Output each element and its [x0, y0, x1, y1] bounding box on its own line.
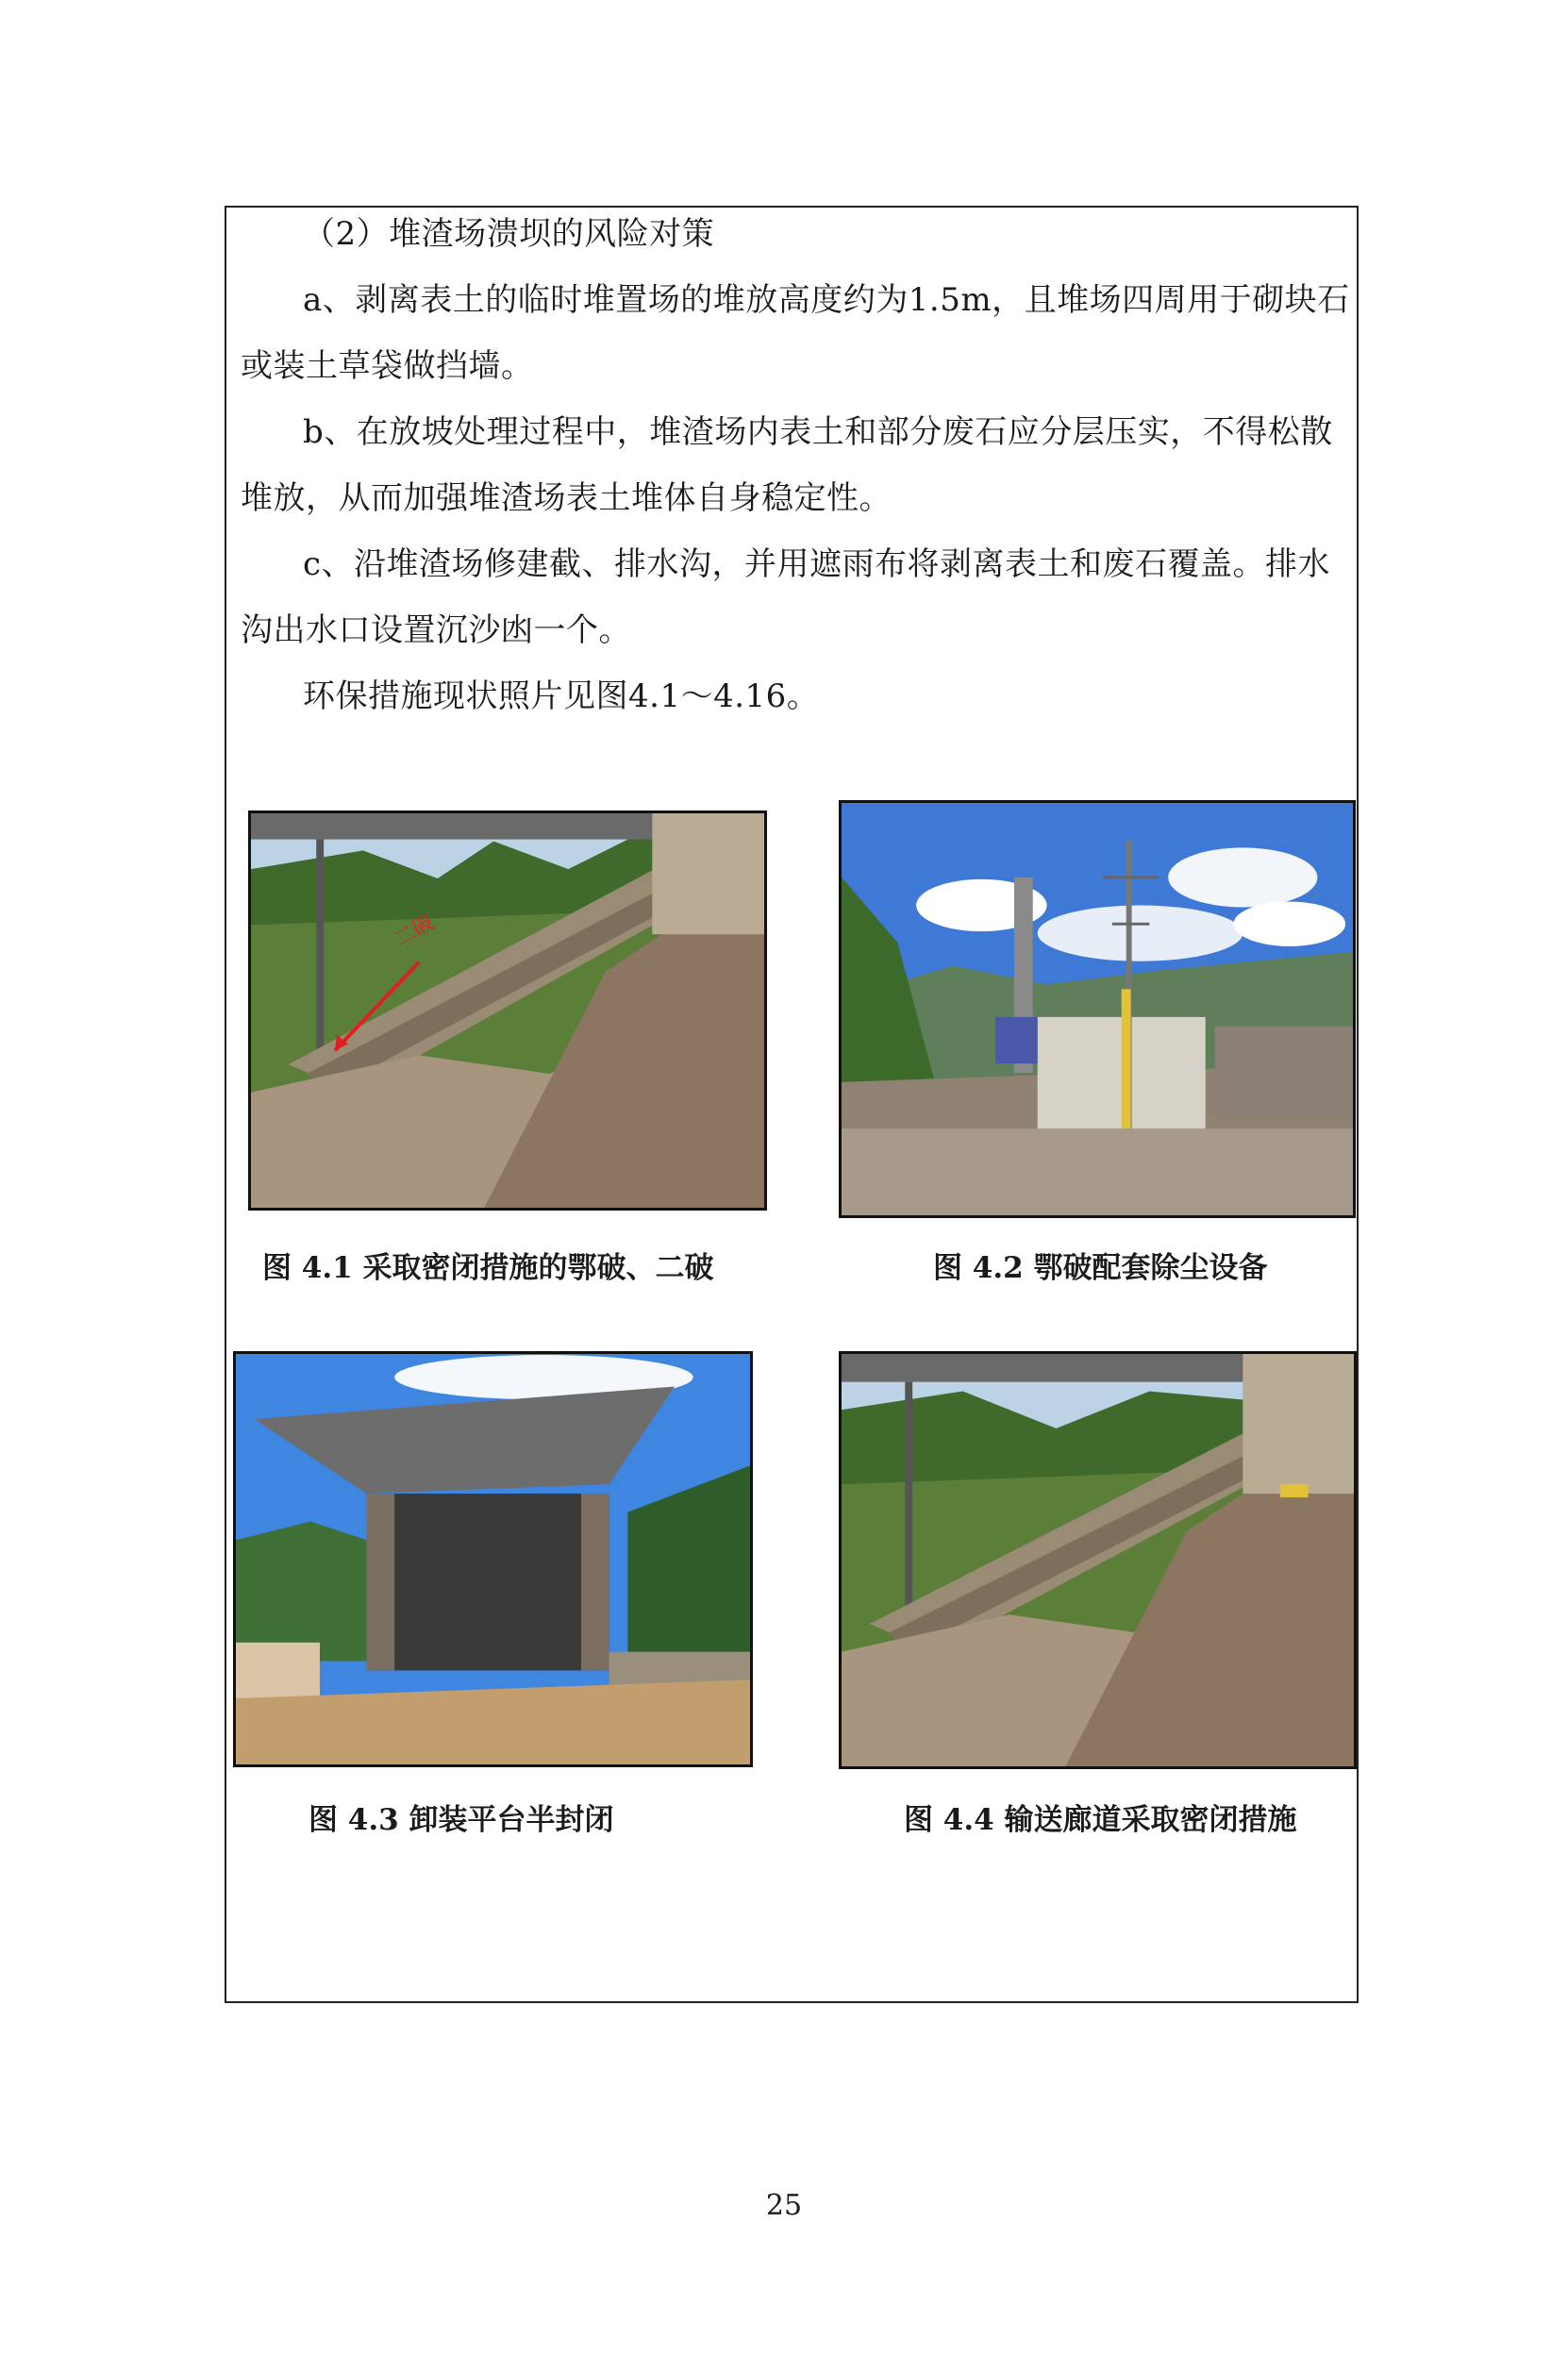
paragraph-b: b、在放坡处理过程中，堆渣场内表土和部分废石应分层压实，不得松散堆放，从而加强堆渣场表土堆体自身稳定性。 [241, 413, 1333, 517]
page-number: 25 [765, 2189, 803, 2222]
photo-conveyor-gallery [839, 1351, 1357, 1769]
figure-caption-4-3: 图 4.3 卸装平台半封闭 [309, 1803, 614, 1837]
photo-dust-removal-equipment [839, 800, 1356, 1218]
figure-caption-4-1: 图 4.1 采取密闭措施的鄂破、二破 [262, 1251, 714, 1285]
photo-annotation-label: 二破 [390, 911, 439, 953]
photo-loading-platform [233, 1351, 753, 1767]
paragraph-c: c、沿堆渣场修建截、排水沟，并用遮雨布将剥离表土和废石覆盖。排水沟出水口设置沉沙凼一个。 [241, 545, 1331, 649]
photo-crusher-enclosed [248, 810, 767, 1211]
figure-caption-4-4: 图 4.4 输送廊道采取密闭措施 [904, 1803, 1297, 1837]
paragraph-a: a、剥离表土的临时堆置场的堆放高度约为1.5m，且堆场四周用于砌块石或装土草袋做挡墙。 [241, 281, 1350, 385]
paragraph-photo-reference: 环保措施现状照片见图4.1～4.16。 [303, 677, 820, 715]
figure-caption-4-2: 图 4.2 鄂破配套除尘设备 [933, 1251, 1268, 1285]
section-heading: （2）堆渣场溃坝的风险对策 [303, 215, 715, 253]
